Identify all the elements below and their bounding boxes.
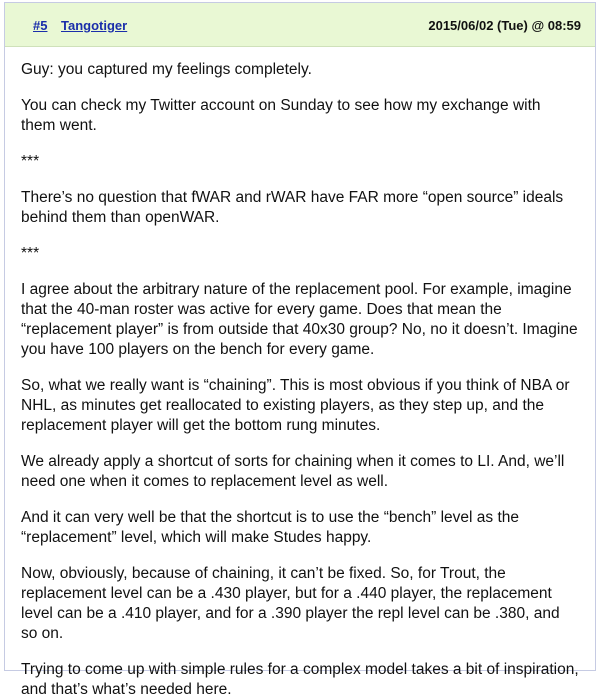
comment-paragraph: So, what we really want is “chaining”. This is most obvious if you think of NBA or NHL, as minutes get reallocated to existing players, as they step up, and the replacement player will get the bottom rung minutes. xyxy=(21,377,570,434)
comment-paragraph: You can check my Twitter account on Sunday to see how my exchange with them went. xyxy=(21,97,541,134)
comment-body xyxy=(5,47,595,700)
comment-paragraph: There’s no question that fWAR and rWAR have FAR more “open source” ideals behind them than openWAR. xyxy=(21,189,564,226)
comment-paragraph: Now, obviously, because of chaining, it can’t be fixed. So, for Trout, the replacement level can be a .430 player, but for a .440 player, the replacement level can be a .410 player, and for a .390 player the repl level can be .380, and so on. xyxy=(21,565,560,642)
comment-timestamp: 2015/06/02 (Tue) @ 08:59 xyxy=(428,18,581,33)
comment-separator: *** xyxy=(21,245,40,262)
comment-paragraph: Guy: you captured my feelings completely. xyxy=(21,61,312,78)
comment-header xyxy=(5,3,595,47)
comment-paragraph: I agree about the arbitrary nature of the replacement pool. For example, imagine that the 40-man roster was active for every game. Does that mean the “replacement player” is from outside that 40x30 group? No, no it doesn’t. Imagine you have 100 players on the bench for every game. xyxy=(21,281,578,358)
comment-author-link[interactable]: Tangotiger xyxy=(61,18,128,33)
comment-number-link[interactable]: #5 xyxy=(33,18,48,33)
comment-card xyxy=(4,2,596,698)
comment-paragraph: Trying to come up with simple rules for a complex model takes a bit of inspiration, and that’s what’s needed here. xyxy=(21,661,579,698)
comment-paragraph: We already apply a shortcut of sorts for chaining when it comes to LI. And, we’ll need one when it comes to replacement level as well. xyxy=(21,453,565,490)
comment-paragraph: And it can very well be that the shortcut is to use the “bench” level as the “replacement” level, which will make Studes happy. xyxy=(21,509,519,546)
comment-separator: *** xyxy=(21,153,40,170)
